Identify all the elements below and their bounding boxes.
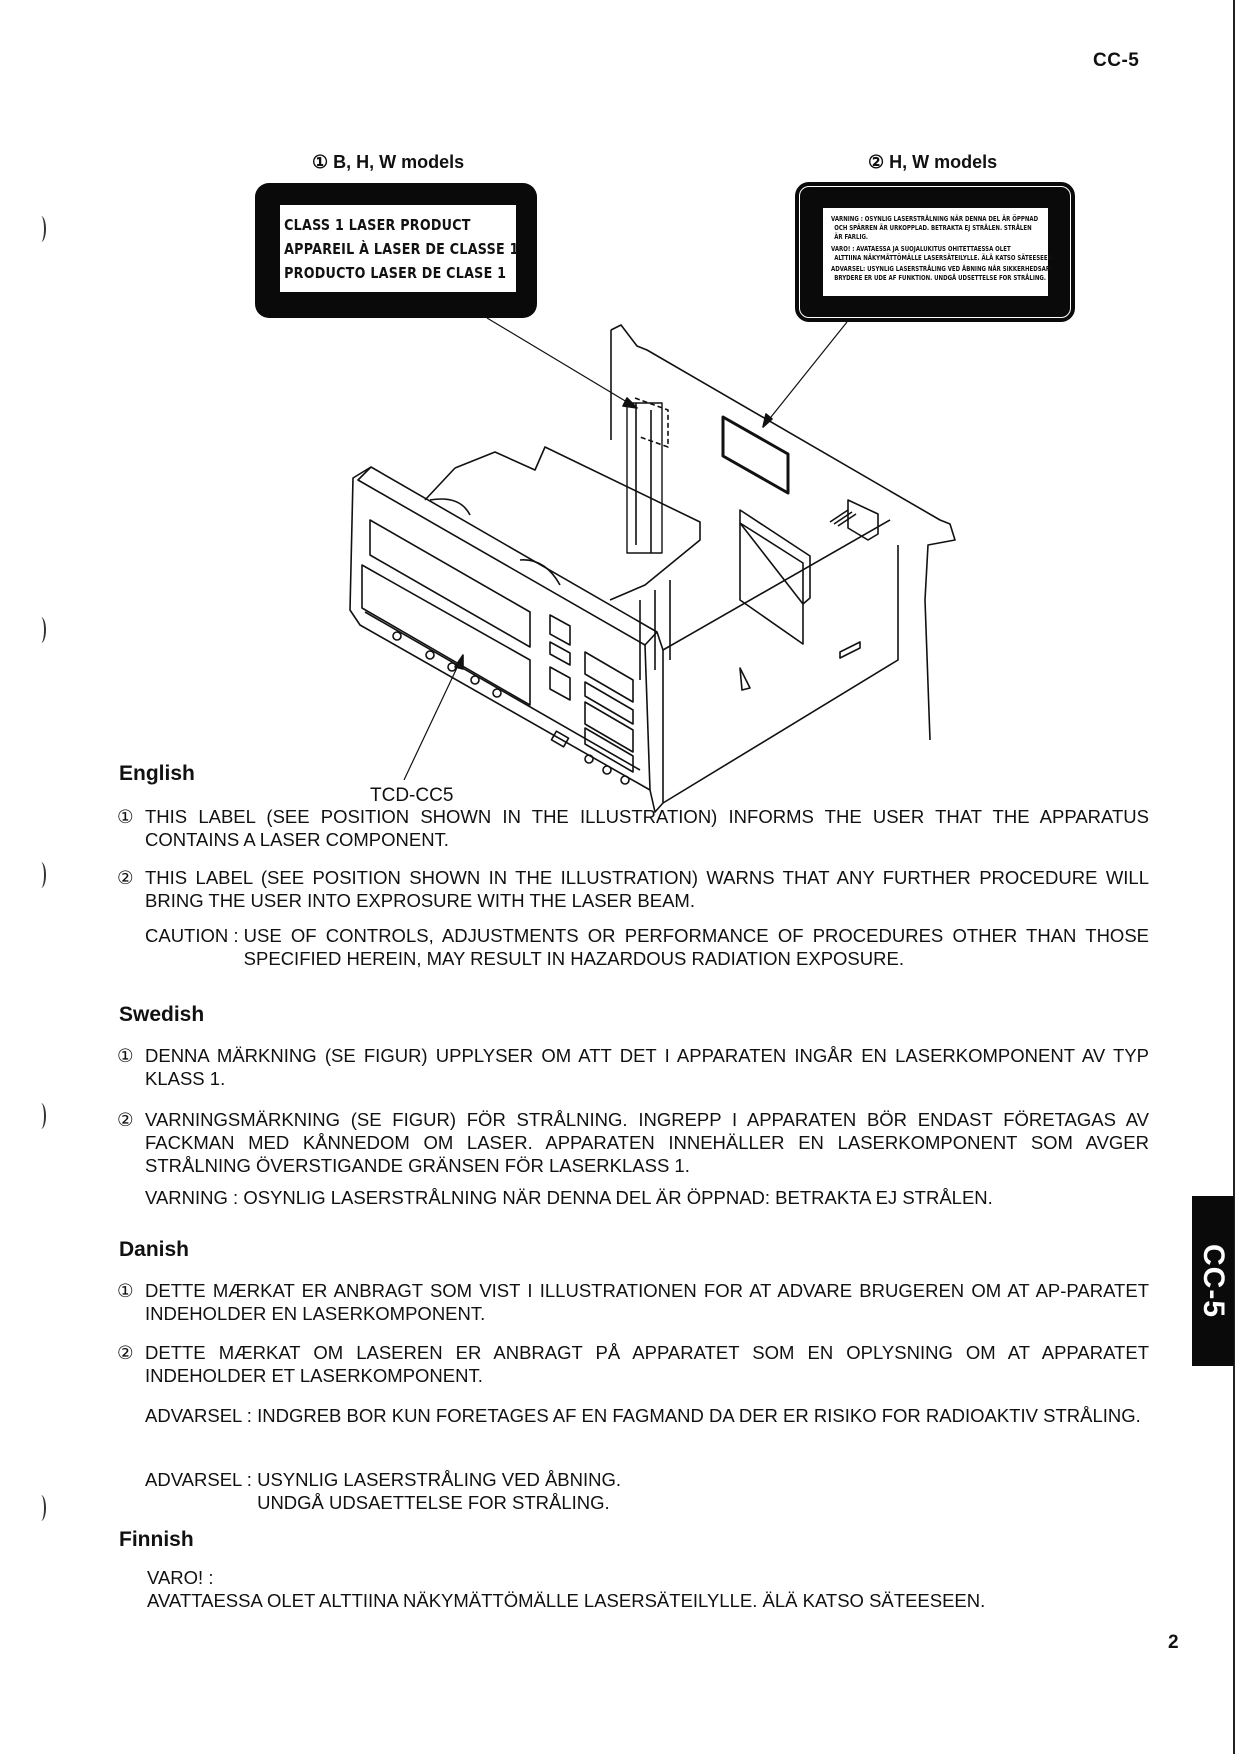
label2-key: ADVARSEL: xyxy=(831,265,868,274)
swedish-varning xyxy=(145,1186,1149,1209)
advarsel-key: ADVARSEL : xyxy=(145,1469,258,1490)
page-number: 2 xyxy=(1168,1632,1179,1653)
advarsel-line: USYNLIG LASERSTRÅLING VED ÅBNING. xyxy=(257,1469,622,1490)
label1-caption: ① B, H, W models xyxy=(312,152,465,172)
label2-line: USYNLIG LASERSTRÅLING VED ÅBNING NÅR SIKKERHEDSAF- xyxy=(867,265,1052,274)
advarsel-text: INDGREB BOR KUN FORETAGES AF EN FAGMAND DA DER ER RISIKO FOR RADIOAKTIV STRÅLING. xyxy=(257,1405,1141,1426)
label1-line: PRODUCTO LASER DE CLASE 1 xyxy=(284,264,507,282)
label1-line: APPAREIL À LASER DE CLASSE 1 xyxy=(284,240,519,258)
heading-danish: Danish xyxy=(119,1238,190,1261)
danish-advarsel-2 xyxy=(145,1468,1149,1514)
swedish-item-1-text: DENNA MÄRKNING (SE FIGUR) UPPLYSER OM ATT DET I APPARATEN INGÅR EN LASERKOMPONENT AV TYP KLASS 1. xyxy=(145,1045,1149,1089)
device-caption: TCD-CC5 xyxy=(370,785,454,806)
label2-caption: ② H, W models xyxy=(868,152,998,172)
label2-key: VARO! : xyxy=(831,244,857,253)
swedish-item-2-text: VARNINGSMÄRKNING (SE FIGUR) FÖR STRÅLNING. INGREPP I APPARATEN BÖR ENDAST FÖRETAGAS AV FACKMAN MED KÅNNEDOM OM LASER. APPARATEN INNEHÄLLER EN LASERKOMPONENT SOM AVGER STRÅLNING ÖVERSTIGANDE GRÄNSEN FÖR LASERKLASS 1. xyxy=(145,1109,1149,1176)
heading-swedish: Swedish xyxy=(119,1003,205,1026)
finnish-text: AVATTAESSA OLET ALTTIINA NÄKYMÄTTÖMÄLLE LASERSÄTEILYLLE. ÄLÄ KATSO SÄTEESEEN. xyxy=(147,1590,986,1611)
circled-number-2: ② xyxy=(117,1342,134,1363)
label2-key: VARNING : xyxy=(831,215,865,223)
leader-line-label2 xyxy=(763,322,847,427)
english-item-1-text: THIS LABEL (SEE POSITION SHOWN IN THE ILLUSTRATION) INFORMS THE USER THAT THE APPARATUS CONTAINS A LASER COMPONENT. xyxy=(145,806,1149,850)
caution-key: CAUTION : xyxy=(145,925,244,946)
danish-item-1 xyxy=(117,1279,1149,1325)
label2-line: OCH SPÄRREN ÄR URKOPPLAD. BETRAKTA EJ STRÅLEN. STRÅLEN xyxy=(834,224,1032,233)
english-caution xyxy=(145,924,1149,970)
danish-advarsel-1 xyxy=(145,1404,1149,1427)
circled-number-1: ① xyxy=(117,1280,134,1301)
heading-english: English xyxy=(119,762,195,785)
danish-item-2 xyxy=(117,1341,1149,1387)
swedish-item-1 xyxy=(117,1044,1149,1090)
label2-line: ALTTIINA NÄKYMÄTTÖMÄLLE LASERSÄTEILYLLE. ÄLÄ KATSO SÄTEESEEN. xyxy=(834,253,1055,262)
label2-line: AVATAESSA JA SUOJALUKITUS OHITETTAESSA OLET xyxy=(856,244,1011,253)
varning-key: VARNING : xyxy=(145,1187,244,1208)
label1-line: CLASS 1 LASER PRODUCT xyxy=(284,216,471,234)
label2-line: ÄR FARLIG. xyxy=(834,233,868,242)
english-item-1 xyxy=(117,805,1149,851)
advarsel-line: UNDGÅ UDSAETTELSE FOR STRÅLING. xyxy=(257,1492,610,1513)
english-item-2-text: THIS LABEL (SEE POSITION SHOWN IN THE ILLUSTRATION) WARNS THAT ANY FURTHER PROCEDURE WILL BRING THE USER INTO EXPROSURE WITH THE LASER BEAM. xyxy=(145,867,1149,911)
circled-number-2: ② xyxy=(117,1109,134,1130)
varning-text: OSYNLIG LASERSTRÅLNING NÄR DENNA DEL ÄR ÖPPNAD: BETRAKTA EJ STRÅLEN. xyxy=(243,1187,993,1208)
label2-line: OSYNLIG LASERSTRÅLNING NÄR DENNA DEL ÄR ÖPPNAD xyxy=(864,215,1039,223)
advarsel-text xyxy=(257,1468,1149,1514)
circled-number-1: ① xyxy=(117,806,134,827)
advarsel-key: ADVARSEL : xyxy=(145,1405,258,1426)
heading-finnish: Finnish xyxy=(119,1528,194,1551)
swedish-item-2 xyxy=(117,1108,1149,1177)
section-tab-label: CC-5 xyxy=(1197,1243,1231,1319)
danish-item-2-text: DETTE MÆRKAT OM LASEREN ER ANBRAGT PÅ APPARATET SOM EN OPLYSNING OM AT APPARATET INDEHOLDER ET LASERKOMPONENT. xyxy=(145,1342,1149,1386)
page-code: CC-5 xyxy=(1093,50,1140,71)
caution-text: USE OF CONTROLS, ADJUSTMENTS OR PERFORMANCE OF PROCEDURES OTHER THAN THOSE SPECIFIED HEREIN, MAY RESULT IN HAZARDOUS RADIATION EXPOSURE. xyxy=(243,925,1149,969)
danish-item-1-text: DETTE MÆRKAT ER ANBRAGT SOM VIST I ILLUSTRATIONEN FOR AT ADVARE BRUGEREN OM AT AP-PARATET INDEHOLDER EN LASERKOMPONENT. xyxy=(145,1280,1149,1324)
english-item-2 xyxy=(117,866,1149,912)
label2-line: BRYDERE ER UDE AF FUNKTION. UNDGÅ UDSETTELSE FOR STRÅLING. xyxy=(834,274,1046,283)
leader-line-label1 xyxy=(487,318,637,408)
circled-number-2: ② xyxy=(117,867,134,888)
finnish-varo: VARO! : xyxy=(147,1567,214,1588)
circled-number-1: ① xyxy=(117,1045,134,1066)
